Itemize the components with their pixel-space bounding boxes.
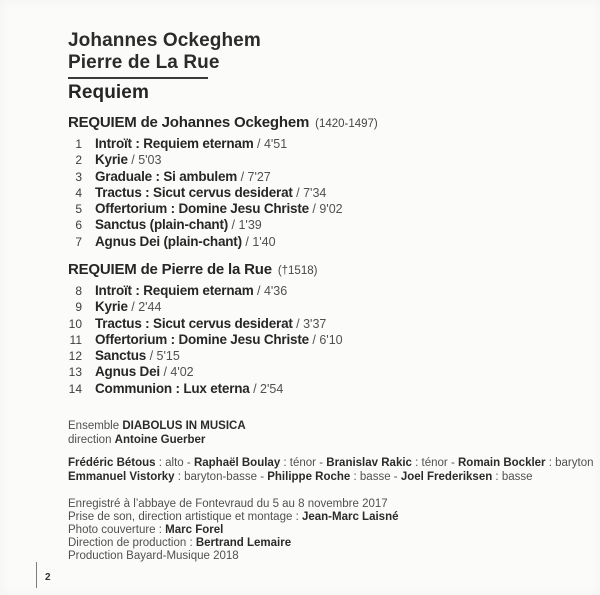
performer-role: : ténor <box>411 457 448 469</box>
performer-role: : ténor <box>280 457 317 469</box>
performer-name: Branislav Rakic <box>326 457 412 469</box>
performer-name: Frédéric Bétous <box>68 457 156 469</box>
track-duration: 2'44 <box>138 300 162 315</box>
credit-text: Enregistré à l’abbaye de Fontevraud du 5 au 8 novembre 2017 <box>68 498 388 510</box>
duration-separator: / <box>228 218 239 233</box>
tracklist-larue <box>0 261 600 397</box>
track-row <box>0 348 600 364</box>
track-title: Sanctus (plain-chant) <box>95 217 229 233</box>
track-number: 10 <box>68 316 82 331</box>
track-duration: 7'34 <box>303 185 327 200</box>
duration-separator: / <box>237 169 248 184</box>
track-row <box>0 316 600 332</box>
credit-line <box>68 511 398 524</box>
track-title: Kyrie <box>95 152 128 168</box>
track-row <box>0 136 600 152</box>
credit-name: Bertrand Lemaire <box>195 536 292 549</box>
track-duration: 9'02 <box>319 202 343 217</box>
section-heading <box>68 114 600 131</box>
track-title: Sanctus <box>95 348 147 364</box>
track-duration: 5'15 <box>156 349 180 364</box>
duration-separator: / <box>127 300 139 315</box>
track-number: 13 <box>68 365 82 380</box>
title-divider <box>68 77 208 79</box>
performer-role: : basse <box>350 470 391 483</box>
track-duration: 6'10 <box>319 332 343 347</box>
duration-separator: / <box>308 332 320 347</box>
performers-block <box>68 457 594 484</box>
credit-text: Production Bayard-Musique 2018 <box>68 549 239 562</box>
track-number: 7 <box>75 234 82 249</box>
track-title: Introït : Requiem eternam <box>95 136 254 151</box>
credit-line <box>68 537 398 550</box>
track-row <box>0 381 600 397</box>
track-number: 11 <box>69 332 82 347</box>
ensemble-block <box>68 420 246 447</box>
duration-separator: / <box>249 381 261 396</box>
duration-separator: / <box>146 349 157 364</box>
track-number: 4 <box>75 185 82 200</box>
duration-separator: / <box>253 284 264 298</box>
track-number: 3 <box>75 169 82 184</box>
performers-line <box>68 457 594 471</box>
track-duration: 1'40 <box>252 234 276 249</box>
track-row <box>0 332 600 348</box>
track-title: Graduale : Si ambulem <box>95 168 238 184</box>
track-duration: 7'27 <box>247 169 271 184</box>
track-duration: 4'02 <box>170 365 194 380</box>
page-number: 2 <box>45 572 51 583</box>
credit-line <box>68 524 398 537</box>
performer-separator: - <box>257 470 268 483</box>
track-title: Offertorium : Domine Jesu Christe <box>95 201 309 217</box>
credit-line <box>68 550 398 563</box>
duration-separator: / <box>292 316 304 331</box>
duration-separator: / <box>308 202 320 217</box>
track-title: Tractus : Sicut cervus desiderat <box>95 184 293 200</box>
track-row <box>0 217 600 233</box>
track-title: Agnus Dei (plain-chant) <box>95 233 242 249</box>
performer-name: Philippe Roche <box>267 470 351 483</box>
credit-name: Marc Forel <box>165 523 224 536</box>
track-title: Agnus Dei <box>95 364 160 380</box>
performer-name: Romain Bockler <box>457 457 546 469</box>
page-tick <box>36 562 37 588</box>
ensemble-line <box>68 420 246 434</box>
section-heading <box>68 261 600 278</box>
track-number: 12 <box>68 349 82 364</box>
credit-text: Direction de production : <box>68 536 196 549</box>
track-row <box>0 364 600 380</box>
track-row <box>0 185 600 201</box>
credit-text: Prise de son, direction artistique et montage : <box>68 510 302 523</box>
track-duration: 4'36 <box>263 284 288 298</box>
track-duration: 1'39 <box>238 218 262 233</box>
performer-name: Raphaël Boulay <box>193 457 281 469</box>
track-number: 1 <box>75 137 82 151</box>
duration-separator: / <box>253 137 264 151</box>
track-title: Introït : Requiem eternam <box>95 283 254 298</box>
section-dates: (1420-1497) <box>315 118 378 130</box>
track-duration: 3'37 <box>303 316 327 331</box>
track-list <box>0 136 600 250</box>
performer-separator: - <box>447 457 458 469</box>
track-title: Kyrie <box>95 299 128 315</box>
performer-role: : baryton <box>545 457 594 469</box>
duration-separator: / <box>127 153 139 168</box>
page-footer <box>36 562 51 588</box>
performer-name: Emmanuel Vistorky <box>68 470 175 483</box>
performer-role: : alto <box>155 457 184 469</box>
credits-block <box>68 498 398 563</box>
performer-role: : baryton-basse <box>174 470 257 483</box>
composer-name-2: Pierre de La Rue <box>68 52 220 73</box>
performer-role: : basse <box>492 470 533 483</box>
track-number: 9 <box>75 300 82 315</box>
title-block <box>68 30 261 104</box>
track-title: Communion : Lux eterna <box>95 380 250 396</box>
track-title: Tractus : Sicut cervus desiderat <box>95 315 293 331</box>
track-number: 5 <box>75 202 82 217</box>
direction-label: direction <box>68 433 115 446</box>
track-row <box>0 299 600 315</box>
track-duration: 5'03 <box>138 153 162 168</box>
track-row <box>0 201 600 217</box>
composer-name-1: Johannes Ockeghem <box>68 30 261 51</box>
track-row <box>0 283 600 299</box>
track-duration: 2'54 <box>260 381 284 396</box>
performer-separator: - <box>390 470 401 483</box>
track-number: 6 <box>75 218 82 233</box>
track-duration: 4'51 <box>263 137 288 151</box>
performers-line <box>68 471 588 485</box>
track-number: 2 <box>75 153 82 168</box>
performer-separator: - <box>316 457 327 469</box>
direction-line <box>68 434 246 448</box>
section-title: REQUIEM de Pierre de la Rue <box>68 261 272 278</box>
credit-line <box>68 498 398 511</box>
section-title: REQUIEM de Johannes Ockeghem <box>68 114 310 131</box>
credit-name: Jean-Marc Laisné <box>301 510 399 523</box>
credit-text: Photo couverture : <box>68 523 166 536</box>
track-row <box>0 152 600 168</box>
performer-separator: - <box>183 457 194 469</box>
ensemble-name: DIABOLUS IN MUSICA <box>122 420 246 432</box>
ensemble-label: Ensemble <box>68 420 123 432</box>
track-row <box>0 234 600 250</box>
tracklist-ockeghem <box>0 114 600 250</box>
track-title: Offertorium : Domine Jesu Christe <box>95 331 309 347</box>
director-name: Antoine Guerber <box>114 433 206 446</box>
track-number: 8 <box>75 284 82 298</box>
duration-separator: / <box>241 234 253 249</box>
track-row <box>0 169 600 185</box>
track-list <box>0 283 600 397</box>
section-dates: (†1518) <box>277 265 318 277</box>
performer-name: Joel Frederiksen <box>400 470 493 483</box>
track-number: 14 <box>68 381 82 396</box>
duration-separator: / <box>159 365 171 380</box>
work-title: Requiem <box>68 82 149 103</box>
duration-separator: / <box>292 185 304 200</box>
